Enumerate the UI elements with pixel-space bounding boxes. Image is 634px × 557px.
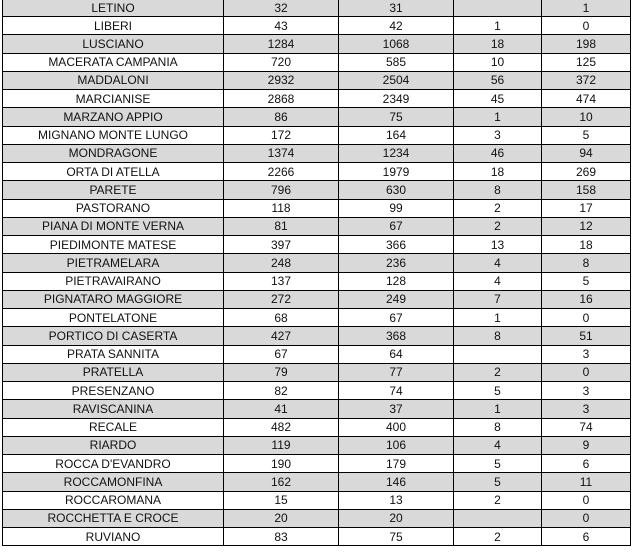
table-row [3, 491, 631, 509]
value-cell-3: 2 [454, 217, 542, 235]
value-cell-3: 8 [454, 418, 542, 436]
value-cell-3: 5 [454, 382, 542, 400]
table-row [3, 400, 631, 418]
value-cell-1: 67 [224, 345, 339, 363]
value-cell-1: 79 [224, 363, 339, 381]
table-row [3, 90, 631, 108]
value-cell-4: 8 [542, 254, 631, 272]
value-cell-3: 1 [454, 17, 542, 35]
value-cell-2: 164 [339, 126, 454, 144]
municipality-cell: PIETRAMELARA [3, 254, 224, 272]
table-row [3, 254, 631, 272]
value-cell-4: 0 [542, 17, 631, 35]
municipality-cell: ROCCHETTA E CROCE [3, 509, 224, 527]
table-row [3, 199, 631, 217]
table-row [3, 0, 631, 17]
value-cell-2: 368 [339, 327, 454, 345]
value-cell-1: 118 [224, 199, 339, 217]
value-cell-2: 146 [339, 473, 454, 491]
municipality-cell: PORTICO DI CASERTA [3, 327, 224, 345]
value-cell-2: 74 [339, 382, 454, 400]
value-cell-3: 56 [454, 71, 542, 89]
value-cell-1: 68 [224, 309, 339, 327]
value-cell-2: 13 [339, 491, 454, 509]
value-cell-3: 2 [454, 363, 542, 381]
value-cell-3: 18 [454, 35, 542, 53]
value-cell-4: 5 [542, 272, 631, 290]
value-cell-2: 77 [339, 363, 454, 381]
table-row [3, 35, 631, 53]
table-row [3, 528, 631, 546]
value-cell-2: 75 [339, 108, 454, 126]
value-cell-1: 248 [224, 254, 339, 272]
value-cell-2: 2504 [339, 71, 454, 89]
value-cell-1: 172 [224, 126, 339, 144]
value-cell-4: 269 [542, 163, 631, 181]
value-cell-4: 0 [542, 363, 631, 381]
value-cell-1: 482 [224, 418, 339, 436]
table-row [3, 53, 631, 71]
table-row [3, 108, 631, 126]
value-cell-4: 474 [542, 90, 631, 108]
value-cell-4: 12 [542, 217, 631, 235]
value-cell-4: 3 [542, 345, 631, 363]
municipality-cell: MARCIANISE [3, 90, 224, 108]
value-cell-4: 3 [542, 400, 631, 418]
municipality-cell: PARETE [3, 181, 224, 199]
value-cell-4: 16 [542, 290, 631, 308]
municipality-cell: RECALE [3, 418, 224, 436]
municipality-cell: PIEDIMONTE MATESE [3, 236, 224, 254]
value-cell-3: 18 [454, 163, 542, 181]
municipality-cell: LETINO [3, 0, 224, 17]
value-cell-1: 720 [224, 53, 339, 71]
table-row [3, 309, 631, 327]
value-cell-2: 64 [339, 345, 454, 363]
value-cell-2: 20 [339, 509, 454, 527]
value-cell-2: 106 [339, 436, 454, 454]
table-row [3, 327, 631, 345]
municipality-table [2, 0, 631, 546]
value-cell-1: 137 [224, 272, 339, 290]
value-cell-1: 20 [224, 509, 339, 527]
value-cell-3: 5 [454, 473, 542, 491]
value-cell-4: 125 [542, 53, 631, 71]
municipality-cell: MONDRAGONE [3, 144, 224, 162]
municipality-cell: MIGNANO MONTE LUNGO [3, 126, 224, 144]
value-cell-2: 2349 [339, 90, 454, 108]
value-cell-1: 32 [224, 0, 339, 17]
municipality-cell: ROCCAMONFINA [3, 473, 224, 491]
table-row [3, 17, 631, 35]
municipality-cell: MARZANO APPIO [3, 108, 224, 126]
value-cell-1: 427 [224, 327, 339, 345]
value-cell-1: 2932 [224, 71, 339, 89]
data-table-container [2, 0, 630, 546]
table-row [3, 455, 631, 473]
value-cell-4: 158 [542, 181, 631, 199]
value-cell-1: 15 [224, 491, 339, 509]
municipality-cell: PRATELLA [3, 363, 224, 381]
value-cell-2: 37 [339, 400, 454, 418]
value-cell-2: 42 [339, 17, 454, 35]
value-cell-1: 272 [224, 290, 339, 308]
value-cell-3: 8 [454, 327, 542, 345]
municipality-cell: RIARDO [3, 436, 224, 454]
table-row [3, 290, 631, 308]
value-cell-3: 13 [454, 236, 542, 254]
value-cell-3: 8 [454, 181, 542, 199]
municipality-cell: PRATA SANNITA [3, 345, 224, 363]
municipality-cell: MADDALONI [3, 71, 224, 89]
value-cell-3: 1 [454, 108, 542, 126]
value-cell-2: 128 [339, 272, 454, 290]
value-cell-1: 190 [224, 455, 339, 473]
value-cell-2: 99 [339, 199, 454, 217]
municipality-cell: LIBERI [3, 17, 224, 35]
value-cell-2: 31 [339, 0, 454, 17]
value-cell-1: 2868 [224, 90, 339, 108]
value-cell-1: 82 [224, 382, 339, 400]
value-cell-2: 236 [339, 254, 454, 272]
table-row [3, 217, 631, 235]
municipality-cell: ROCCA D'EVANDRO [3, 455, 224, 473]
value-cell-2: 179 [339, 455, 454, 473]
value-cell-1: 83 [224, 528, 339, 546]
value-cell-3: 4 [454, 272, 542, 290]
value-cell-1: 1284 [224, 35, 339, 53]
value-cell-3: 1 [454, 309, 542, 327]
value-cell-4: 10 [542, 108, 631, 126]
table-body [3, 0, 631, 546]
value-cell-2: 630 [339, 181, 454, 199]
value-cell-2: 249 [339, 290, 454, 308]
value-cell-3: 2 [454, 528, 542, 546]
value-cell-4: 94 [542, 144, 631, 162]
value-cell-3: 4 [454, 436, 542, 454]
value-cell-1: 41 [224, 400, 339, 418]
value-cell-4: 0 [542, 509, 631, 527]
municipality-cell: PRESENZANO [3, 382, 224, 400]
municipality-cell: PIETRAVAIRANO [3, 272, 224, 290]
value-cell-2: 1979 [339, 163, 454, 181]
value-cell-4: 372 [542, 71, 631, 89]
municipality-cell: ORTA DI ATELLA [3, 163, 224, 181]
municipality-cell: PONTELATONE [3, 309, 224, 327]
value-cell-1: 2266 [224, 163, 339, 181]
municipality-cell: PASTORANO [3, 199, 224, 217]
value-cell-2: 1068 [339, 35, 454, 53]
value-cell-2: 366 [339, 236, 454, 254]
table-row [3, 272, 631, 290]
table-row [3, 509, 631, 527]
value-cell-4: 18 [542, 236, 631, 254]
value-cell-2: 67 [339, 217, 454, 235]
value-cell-1: 397 [224, 236, 339, 254]
value-cell-3 [454, 0, 542, 17]
value-cell-2: 400 [339, 418, 454, 436]
value-cell-4: 11 [542, 473, 631, 491]
municipality-cell: MACERATA CAMPANIA [3, 53, 224, 71]
value-cell-2: 75 [339, 528, 454, 546]
value-cell-4: 1 [542, 0, 631, 17]
municipality-cell: ROCCAROMANA [3, 491, 224, 509]
value-cell-4: 51 [542, 327, 631, 345]
value-cell-4: 6 [542, 528, 631, 546]
municipality-cell: PIANA DI MONTE VERNA [3, 217, 224, 235]
value-cell-3: 5 [454, 455, 542, 473]
value-cell-3: 3 [454, 126, 542, 144]
value-cell-1: 119 [224, 436, 339, 454]
value-cell-1: 796 [224, 181, 339, 199]
value-cell-3: 46 [454, 144, 542, 162]
table-row [3, 473, 631, 491]
value-cell-4: 17 [542, 199, 631, 217]
table-row [3, 382, 631, 400]
value-cell-4: 3 [542, 382, 631, 400]
table-row [3, 71, 631, 89]
table-row [3, 345, 631, 363]
table-row [3, 163, 631, 181]
value-cell-3 [454, 509, 542, 527]
value-cell-1: 1374 [224, 144, 339, 162]
value-cell-1: 43 [224, 17, 339, 35]
value-cell-3: 45 [454, 90, 542, 108]
table-row [3, 363, 631, 381]
municipality-cell: PIGNATARO MAGGIORE [3, 290, 224, 308]
value-cell-1: 162 [224, 473, 339, 491]
value-cell-4: 0 [542, 309, 631, 327]
table-row [3, 436, 631, 454]
table-row [3, 418, 631, 436]
value-cell-3: 4 [454, 254, 542, 272]
value-cell-3: 10 [454, 53, 542, 71]
value-cell-3: 7 [454, 290, 542, 308]
table-row [3, 181, 631, 199]
value-cell-2: 585 [339, 53, 454, 71]
table-row [3, 126, 631, 144]
value-cell-4: 0 [542, 491, 631, 509]
value-cell-2: 1234 [339, 144, 454, 162]
value-cell-4: 198 [542, 35, 631, 53]
municipality-cell: RAVISCANINA [3, 400, 224, 418]
value-cell-3 [454, 345, 542, 363]
municipality-cell: RUVIANO [3, 528, 224, 546]
value-cell-4: 6 [542, 455, 631, 473]
value-cell-3: 2 [454, 199, 542, 217]
value-cell-3: 2 [454, 491, 542, 509]
municipality-cell: LUSCIANO [3, 35, 224, 53]
value-cell-1: 86 [224, 108, 339, 126]
value-cell-4: 5 [542, 126, 631, 144]
value-cell-4: 9 [542, 436, 631, 454]
value-cell-1: 81 [224, 217, 339, 235]
value-cell-3: 1 [454, 400, 542, 418]
value-cell-4: 74 [542, 418, 631, 436]
table-row [3, 144, 631, 162]
table-row [3, 236, 631, 254]
value-cell-2: 67 [339, 309, 454, 327]
